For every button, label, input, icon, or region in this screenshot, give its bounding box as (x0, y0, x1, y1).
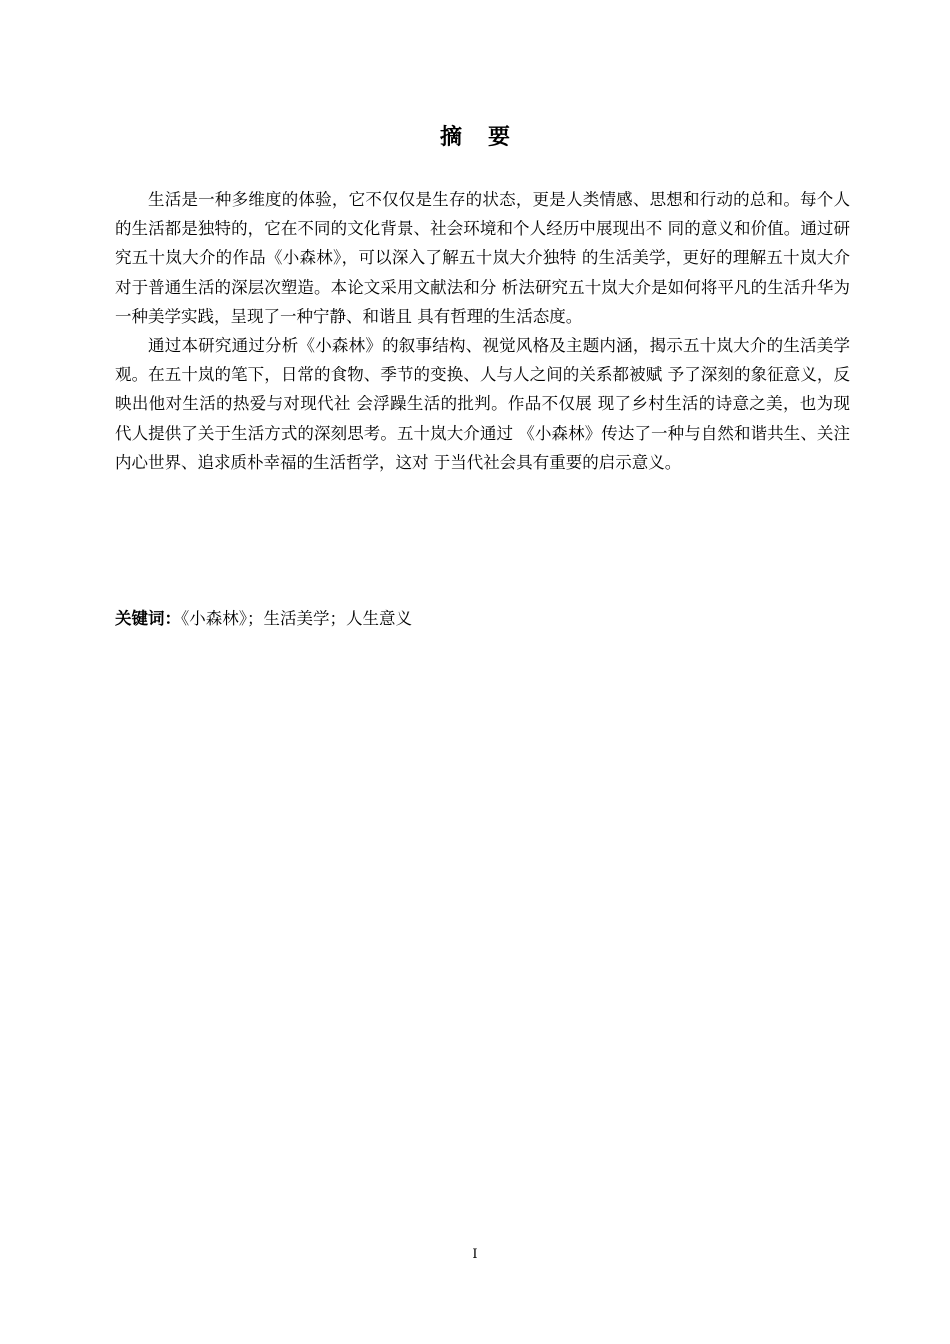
abstract-paragraph-2: 通过本研究通过分析《小森林》的叙事结构、视觉风格及主题内涵，揭示五十岚大介的生活美学观。在五十岚的笔下，日常的食物、季节的变换、人与人之间的关系都被赋 予了深刻的象征意义，反映出他对生活的热爱与对现代社 会浮躁生活的批判。作品不仅展 现了乡村生活的诗意之美，也为现代人提供了关于生活方式的深刻思考。五十岚大介通过 《小森林》传达了一种与自然和谐共生、关注内心世界、追求质朴幸福的生活哲学，这对 于当代社会具有重要的启示意义。 (115, 336, 850, 472)
abstract-body (115, 185, 850, 477)
page-number: I (472, 1247, 478, 1262)
abstract-paragraph-1: 生活是一种多维度的体验，它不仅仅是生存的状态，更是人类情感、思想和行动的总和。每个人的生活都是独特的，它在不同的文化背景、社会环境和个人经历中展现出不 同的意义和价值。通过研究五十岚大介的作品《小森林》，可以深入了解五十岚大介独特 的生活美学，更好的理解五十岚大介对于普通生活的深层次塑造。本论文采用文献法和分 析法研究五十岚大介是如何将平凡的生活升华为一种美学实践，呈现了一种宁静、和谐且 具有哲理的生活态度。 (115, 190, 850, 326)
keywords-text: 《小森林》；生活美学；人生意义 (181, 609, 412, 628)
keywords-label: 关键词： (115, 609, 181, 628)
abstract-title: 摘要 (439, 125, 536, 150)
keywords-line (115, 604, 850, 633)
